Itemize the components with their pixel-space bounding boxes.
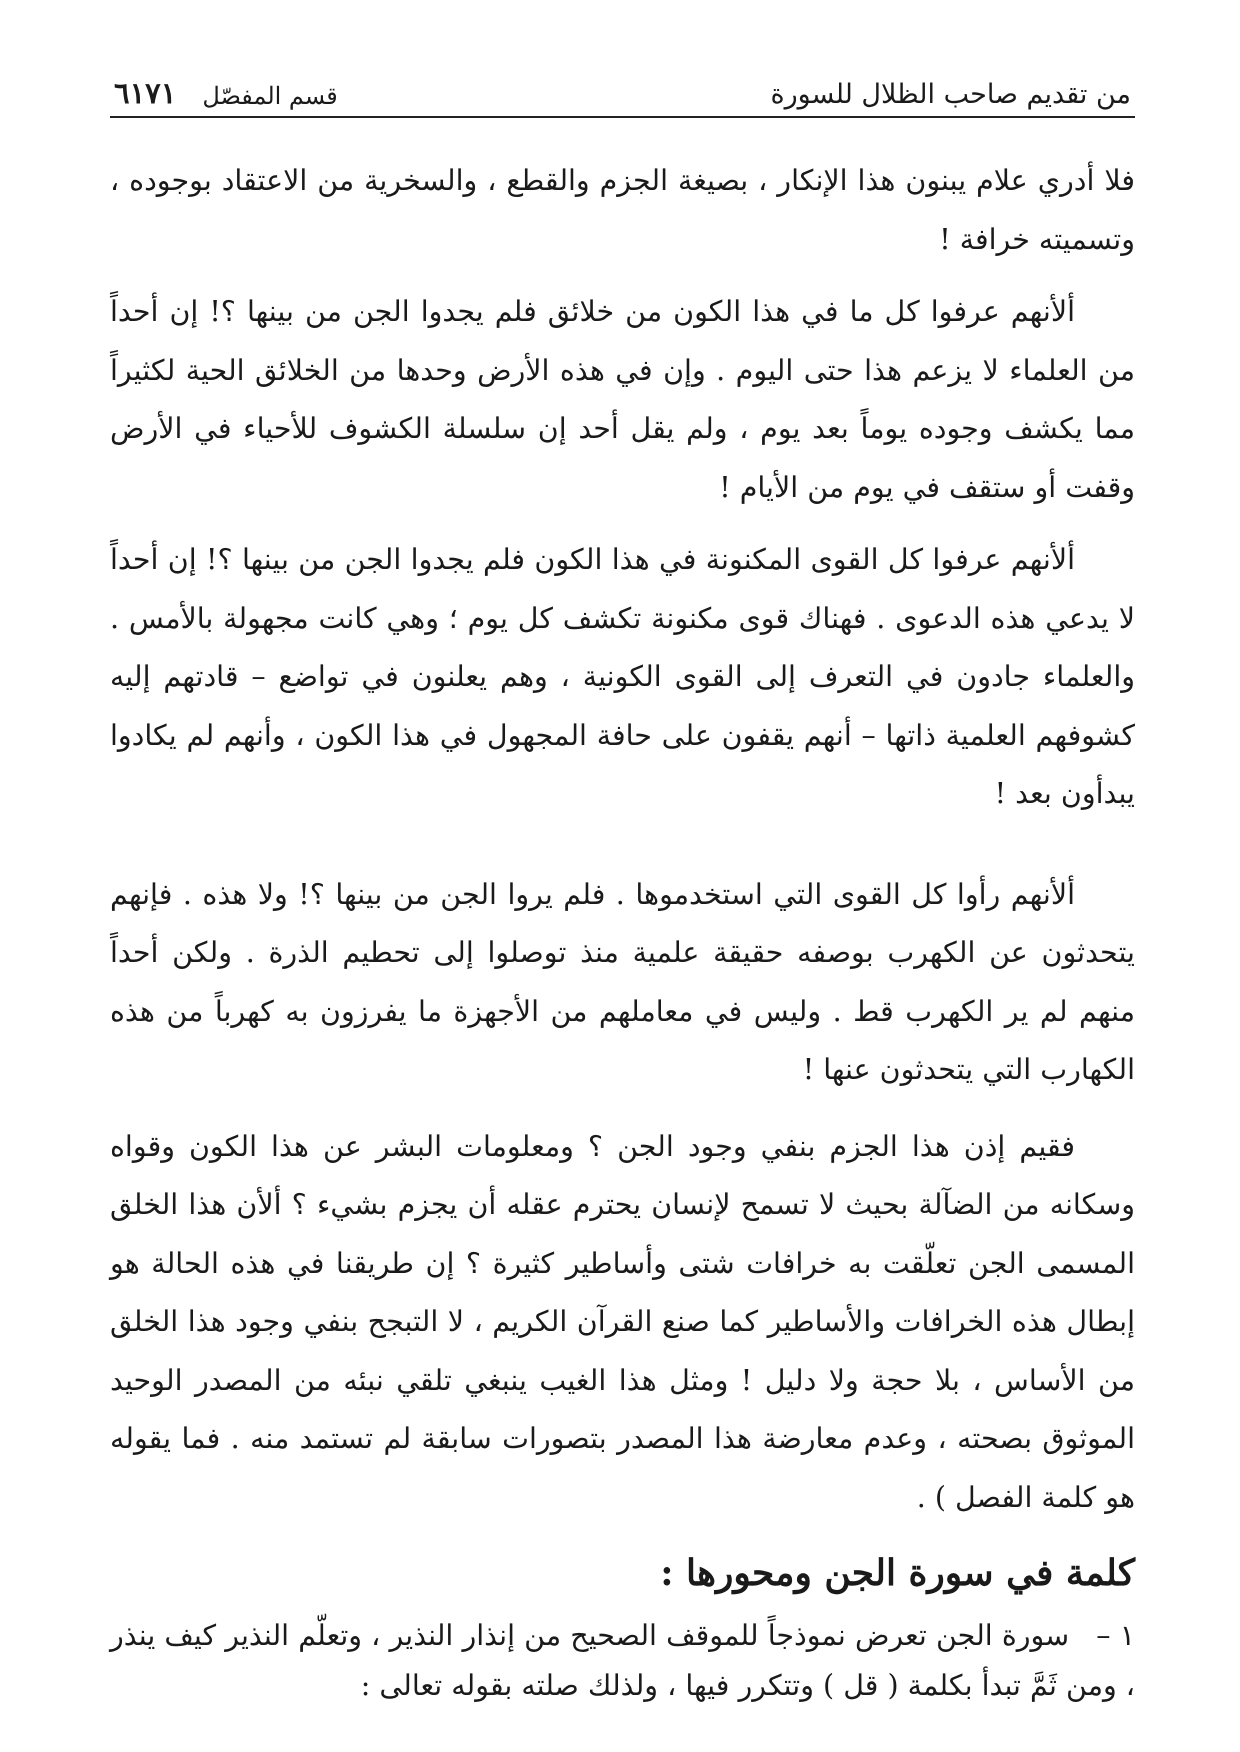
- section-heading: كلمة في سورة الجن ومحورها :: [660, 1552, 1135, 1594]
- paragraph-4: ألأنهم رأوا كل القوى التي استخدموها . فلم يروا الجن من بينها ؟! ولا هذه . فإنهم يتحدثون عن الكهرب بوصفه حقيقة علمية منذ توصلوا إلى تحطيم الذرة . ولكن أحداً منهم لم ير الكهرب قط . وليس في معاملهم من الأجهزة ما يفرزون به كهرباً من هذه الكهارب التي يتحدثون عنها !: [110, 877, 1135, 1086]
- header-section: قسم المفصّل: [202, 82, 338, 110]
- item-number: ١ –: [1096, 1619, 1136, 1652]
- running-header: [110, 60, 1135, 118]
- book-page: [110, 60, 1135, 1711]
- paragraph-2: ألأنهم عرفوا كل ما في هذا الكون من خلائق فلم يجدوا الجن من بينها ؟! إن أحداً من العلماء لا يزعم هذا حتى اليوم . وإن في هذه الأرض وحدها من الخلائق الحية لكثيراً مما يكشف وجوده يوماً بعد يوم ، ولم يقل أحد إن سلسلة الكشوف للأحياء في الأرض وقفت أو ستقف في يوم من الأيام !: [110, 295, 1135, 504]
- paragraph-5: فقيم إذن هذا الجزم بنفي وجود الجن ؟ ومعلومات البشر عن هذا الكون وقواه وسكانه من الضآلة بحيث لا تسمح لإنسان يحترم عقله أن يجزم بشيء ؟ ألأن هذا الخلق المسمى الجن تعلّقت به خرافات شتى وأساطير كثيرة ؟ إن طريقنا في هذه الحالة هو إبطال هذه الخرافات والأساطير كما صنع القرآن الكريم ، لا التبجح بنفي وجود هذا الخلق من الأساس ، بلا حجة ولا دليل ! ومثل هذا الغيب ينبغي تلقي نبئه من المصدر الوحيد الموثوق بصحته ، وعدم معارضة هذا المصدر بتصورات سابقة لم تستمد منه . فما يقوله هو كلمة الفصل ) .: [110, 1129, 1135, 1514]
- numbered-item: [110, 1611, 1135, 1711]
- paragraph-1: فلا أدري علام يبنون هذا الإنكار ، بصيغة الجزم والقطع ، والسخرية من الاعتقاد بوجوده ، وتسميته خرافة !: [110, 164, 1135, 256]
- header-title: من تقديم صاحب الظلال للسورة: [770, 79, 1131, 110]
- header-left-group: [114, 76, 338, 110]
- page-number: ٦١٧١: [114, 76, 177, 110]
- body-text: [110, 152, 1135, 1711]
- paragraph-3: ألأنهم عرفوا كل القوى المكنونة في هذا الكون فلم يجدوا الجن من بينها ؟! إن أحداً لا يدعي هذه الدعوى . فهناك قوى مكنونة تكشف كل يوم ؛ وهي كانت مجهولة بالأمس . والعلماء جادون في التعرف إلى القوى الكونية ، وهم يعلنون في تواضع – قادتهم إليه كشوفهم العلمية ذاتها – أنهم يقفون على حافة المجهول في هذا الكون ، وأنهم لم يكادوا يبدأون بعد !: [110, 543, 1135, 810]
- item-text: سورة الجن تعرض نموذجاً للموقف الصحيح من إنذار النذير ، وتعلّم النذير كيف ينذر ، ومن ثَمَّ تبدأ بكلمة ( قل ) وتتكرر فيها ، ولذلك صلته بقوله تعالى :: [110, 1619, 1135, 1702]
